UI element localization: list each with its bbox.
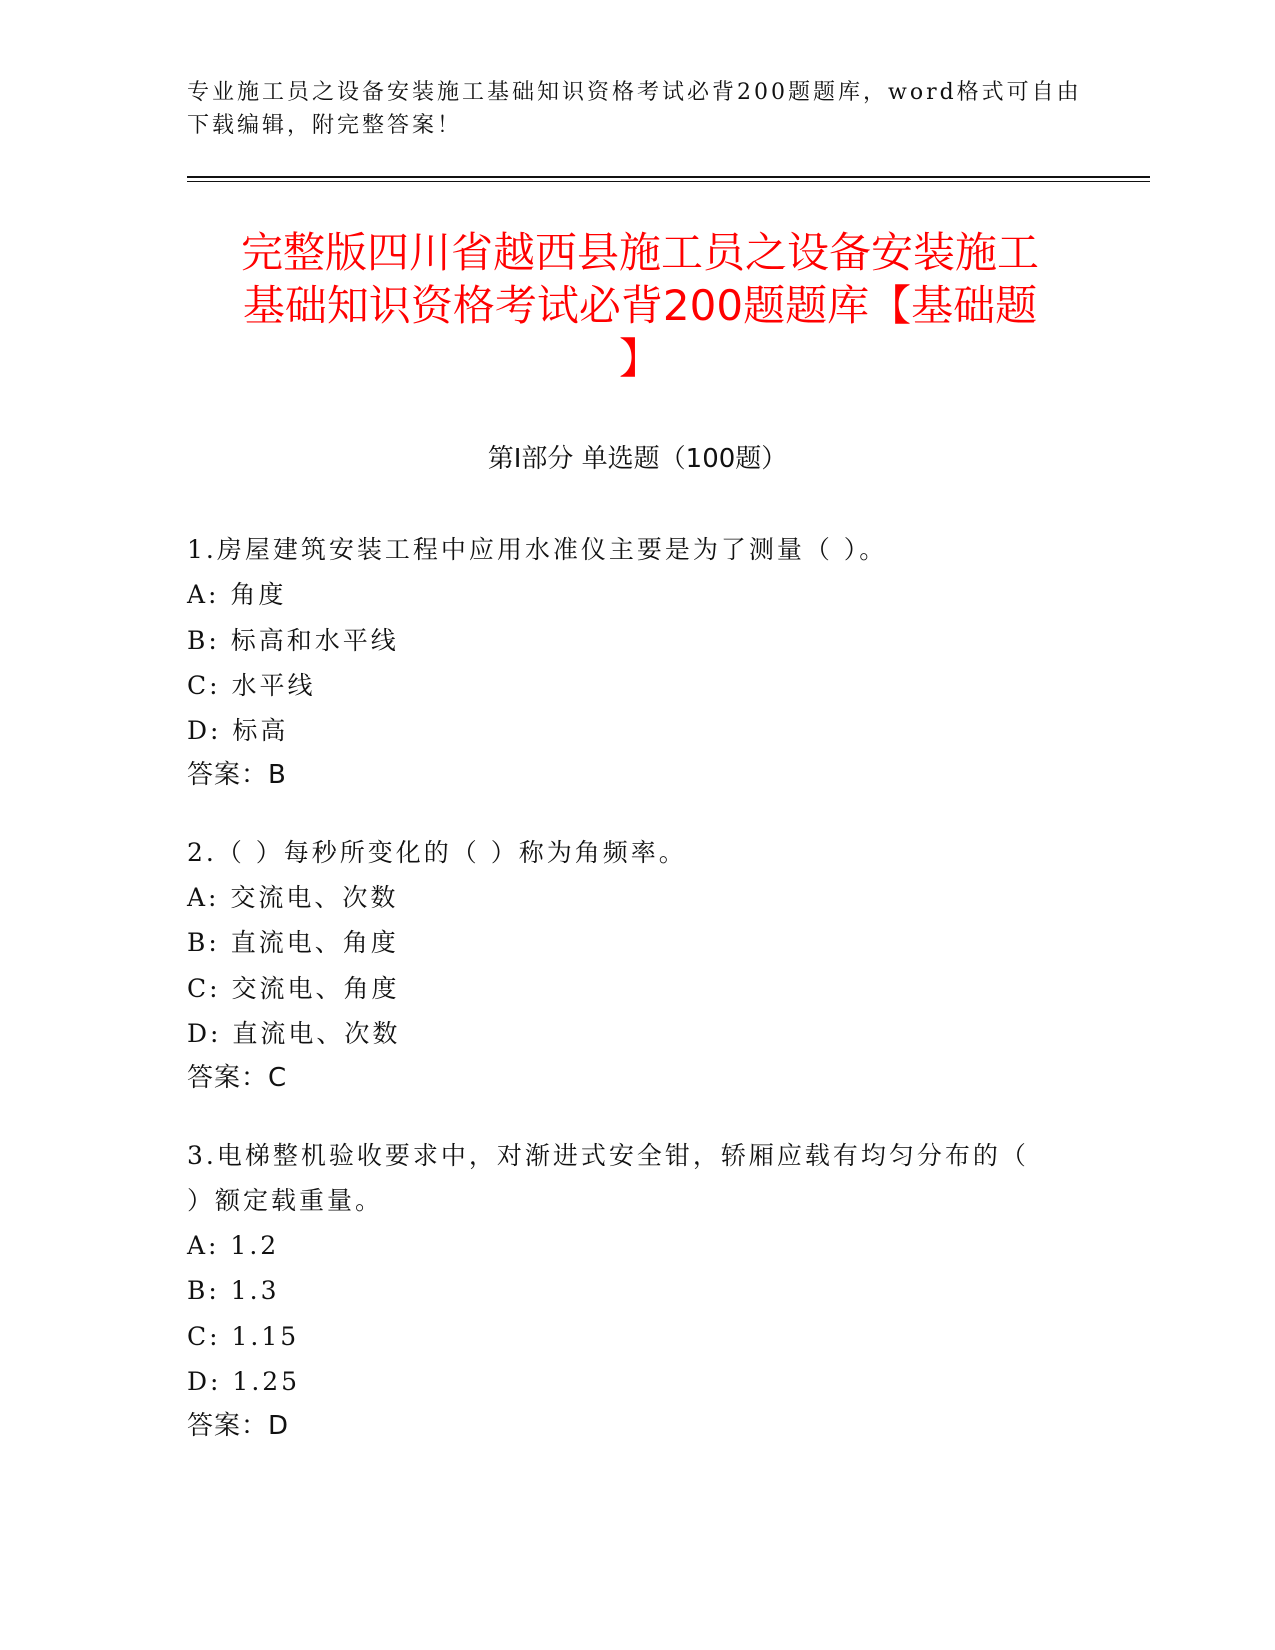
option-c: C: 水平线 (187, 670, 316, 700)
title-line-1: 完整版四川省越西县施工员之设备安装施工 (240, 228, 1039, 277)
question-2 (187, 830, 1067, 1102)
header-line-1: 专业施工员之设备安装施工基础知识资格考试必背200题题库，word格式可自由 (187, 80, 1082, 105)
title-line-3: 】 (618, 334, 661, 383)
header-line-2: 下载编辑，附完整答案！ (187, 113, 463, 138)
question-3 (187, 1133, 1067, 1450)
question-stem-continued: ）额定载重量。 (187, 1185, 384, 1215)
question-stem: 1.房屋建筑安装工程中应用水准仪主要是为了测量（ ）。 (187, 535, 888, 564)
section-heading: 第Ⅰ部分 单选题（100题） (487, 444, 788, 474)
question-1 (187, 527, 1067, 799)
document-title (190, 226, 1090, 385)
answer-line: 答案：B (187, 760, 287, 791)
page-header (187, 76, 1087, 142)
option-c: C: 1.15 (187, 1321, 300, 1351)
question-stem: 3.电梯整机验收要求中，对渐进式安全钳，轿厢应载有均匀分布的（ (187, 1140, 1029, 1170)
option-b: B: 标高和水平线 (187, 625, 399, 655)
option-d: D: 直流电、次数 (187, 1018, 401, 1048)
option-b: B: 直流电、角度 (187, 928, 399, 958)
option-d: D: 1.25 (187, 1367, 301, 1397)
option-b: B: 1.3 (187, 1276, 280, 1306)
answer-line: 答案：C (187, 1063, 288, 1094)
answer-line: 答案：D (187, 1411, 290, 1442)
option-a: A: 1.2 (187, 1231, 280, 1261)
option-a: A: 交流电、次数 (187, 883, 399, 913)
question-list (187, 527, 1067, 1481)
title-line-2: 基础知识资格考试必背200题题库【基础题 (242, 281, 1038, 330)
header-divider-thin (187, 181, 1150, 182)
option-d: D: 标高 (187, 716, 289, 746)
option-c: C: 交流电、角度 (187, 973, 400, 1003)
question-stem: 2.（ ）每秒所变化的（ ）称为角频率。 (187, 837, 687, 867)
header-divider-thick (187, 176, 1150, 178)
option-a: A: 角度 (187, 580, 287, 610)
